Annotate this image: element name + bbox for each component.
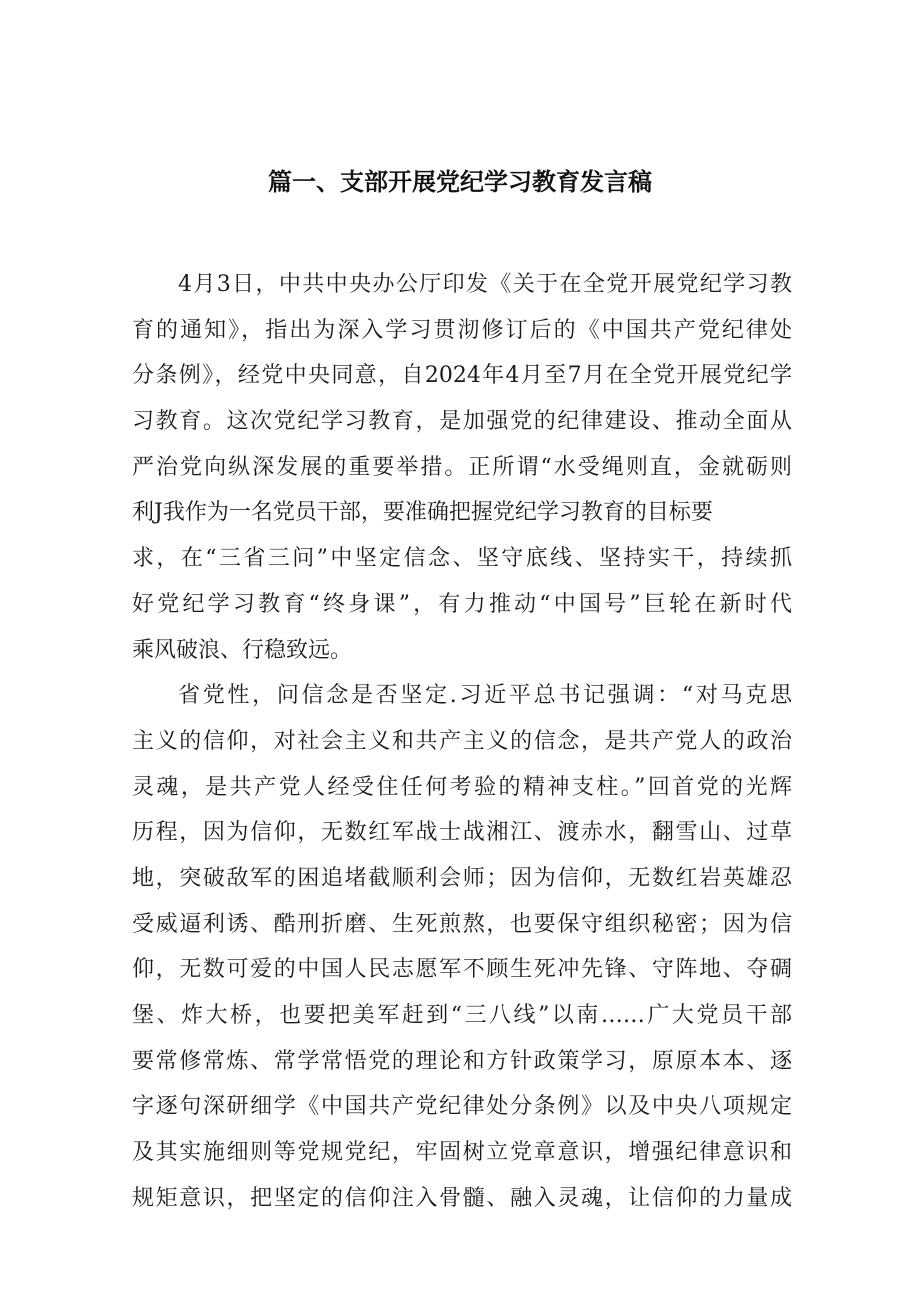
text-line: 省党性，问信念是否坚定.习近平总书记强调：“对马克思 (178, 683, 792, 709)
text-line: 利J我作为一名党员干部，要准确把握党纪学习教育的目标要 (132, 500, 713, 526)
text-line: 及其实施细则等党规党纪，牢固树立党章意识，增强纪律意识和 (132, 1140, 792, 1166)
text-line: 主义的信仰，对社会主义和共产主义的信念，是共产党人的政治 (132, 728, 792, 754)
paragraph-2 (132, 673, 792, 1221)
paragraph-1 (132, 262, 792, 673)
text-line: 习教育。这次党纪学习教育，是加强党的纪律建设、推动全面从 (132, 409, 792, 435)
text-line: 规矩意识，把坚定的信仰注入骨髓、融入灵魂，让信仰的力量成 (132, 1185, 792, 1211)
text-line: 4月3日，中共中央办公厅印发《关于在全党开展党纪学习教 (178, 272, 792, 297)
text-line: 灵魂，是共产党人经受住任何考验的精神支柱。”回首党的光辉 (132, 774, 792, 800)
text-line: 求，在“三省三问”中坚定信念、坚守底线、坚持实干，持续抓 (132, 546, 792, 572)
text-line: 要常修常炼、常学常悟党的理论和方针政策学习，原原本本、逐 (132, 1048, 792, 1074)
text-line: 好党纪学习教育“终身课”，有力推动“中国号”巨轮在新时代 (132, 591, 792, 617)
text-line: 受威逼利诱、酷刑折磨、生死煎熬，也要保守组织秘密；因为信 (132, 911, 792, 937)
document-title: 篇一、支部开展党纪学习教育发言稿 (268, 168, 652, 196)
text-line: 地，突破敌军的困追堵截顺利会师；因为信仰，无数红岩英雄忍 (132, 865, 792, 891)
text-line: 仰，无数可爱的中国人民志愿军不顾生死冲先锋、守阵地、夺碉 (132, 957, 792, 983)
text-line: 严治党向纵深发展的重要举措。正所谓“水受绳则直，金就砺则 (132, 454, 792, 480)
text-line: 乘风破浪、行稳致远。 (132, 637, 353, 663)
text-line: 堡、炸大桥，也要把美军赶到“三八线”以南……广大党员干部 (132, 1003, 792, 1028)
text-line: 字逐句深研细学《中国共产党纪律处分条例》以及中央八项规定 (132, 1094, 792, 1120)
document-body (132, 262, 792, 1221)
text-line: 历程，因为信仰，无数红军战士战湘江、渡赤水，翻雪山、过草 (132, 820, 792, 846)
text-line: 育的通知》，指出为深入学习贯沏修订后的《中国共产党纪律处 (132, 317, 792, 343)
text-line: 分条例》，经党中央同意，自2024年4月至7月在全党开展党纪学 (132, 363, 792, 389)
